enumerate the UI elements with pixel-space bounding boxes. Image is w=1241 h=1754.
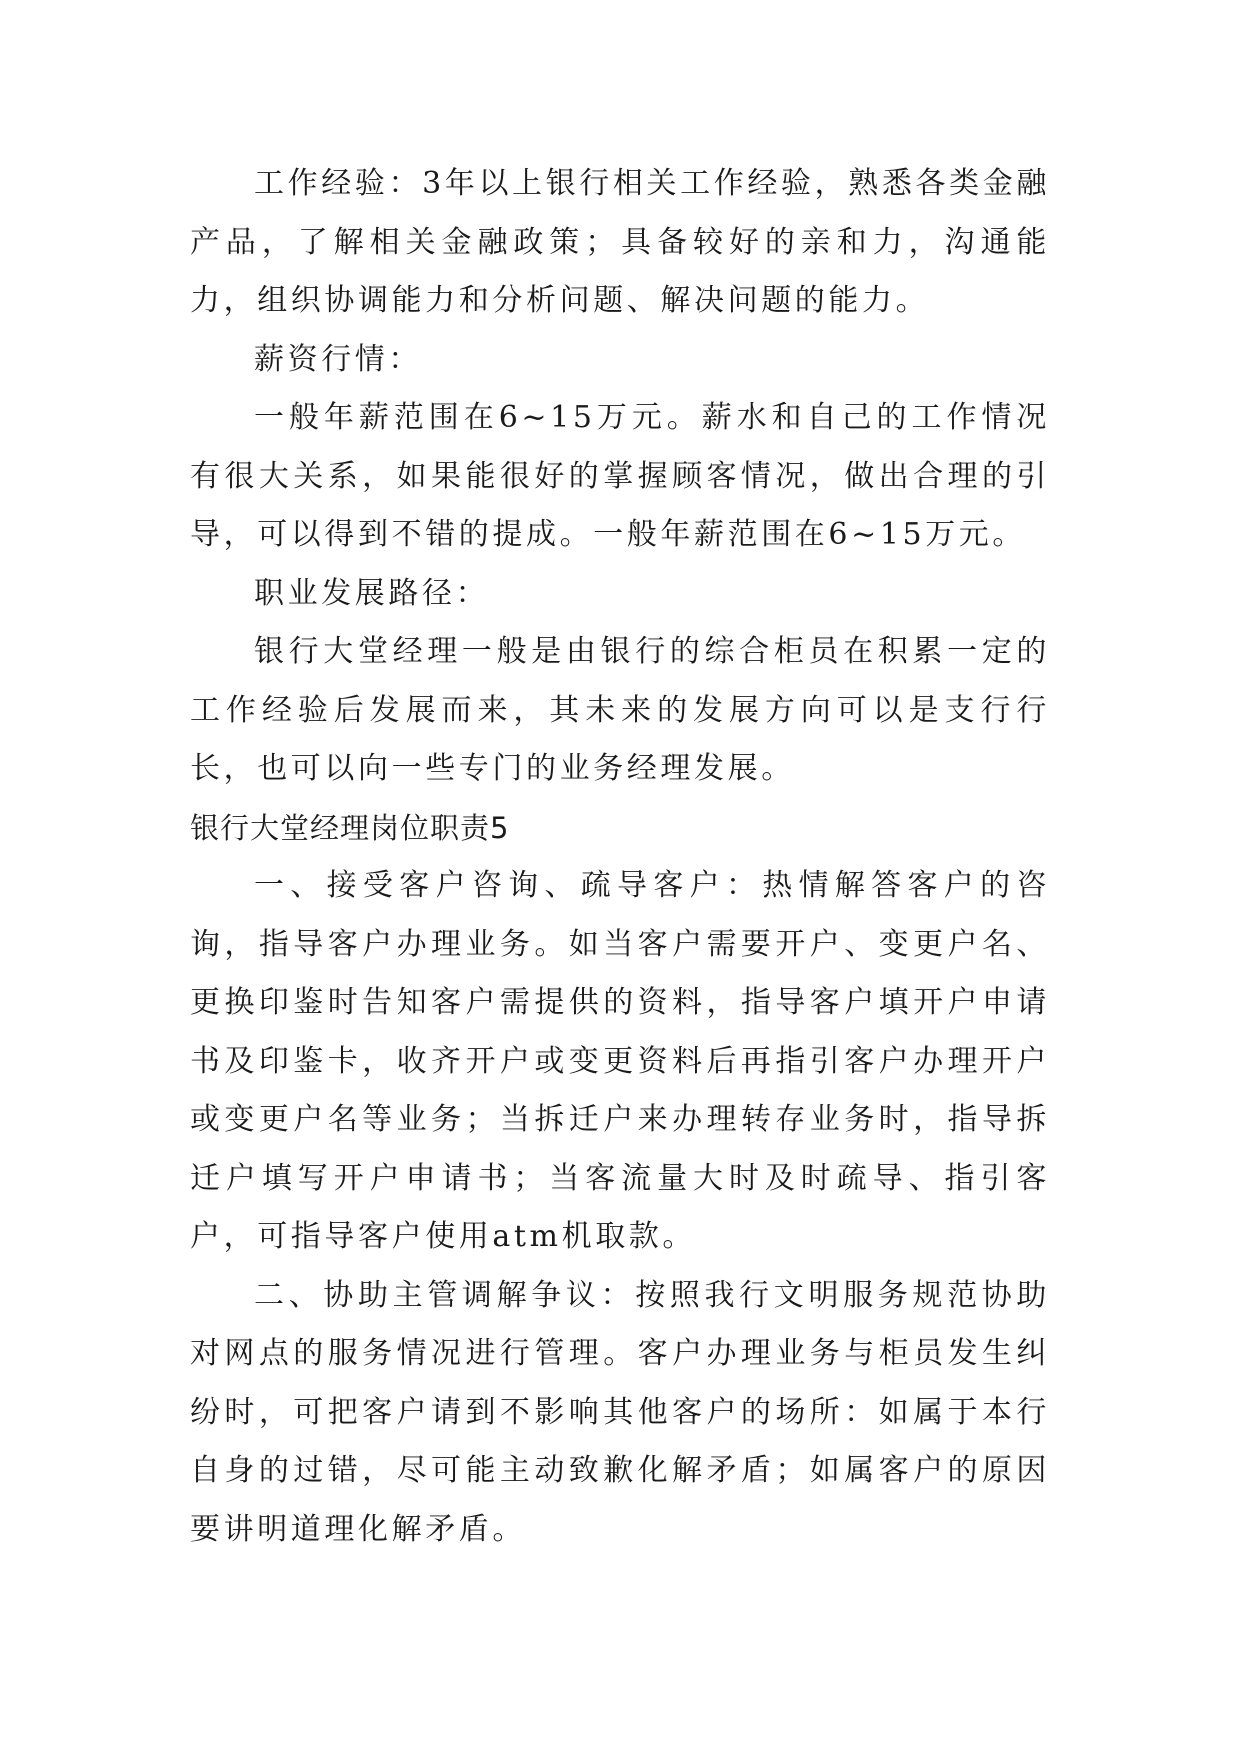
paragraph-salary-text: 一般年薪范围在6~15万元。薪水和自己的工作情况有很大关系，如果能很好的掌握顾客情况，做出合理的引导，可以得到不错的提成。一般年薪范围在6~15万元。 [190,400,1050,552]
paragraph-work-experience: 工作经验：3年以上银行相关工作经验，熟悉各类金融产品，了解相关金融政策；具备较好的亲和力，沟通能力，组织协调能力和分析问题、解决问题的能力。 [190,166,1050,318]
paragraph-salary-label: 薪资行情： [254,341,422,377]
document-page [190,155,1050,1559]
paragraph-career-label: 职业发展路径： [254,575,490,611]
paragraph-duty-1: 一、接受客户咨询、疏导客户：热情解答客户的咨询，指导客户办理业务。如当客户需要开户、变更户名、更换印鉴时告知客户需提供的资料，指导客户填开户申请书及印鉴卡，收齐开户或变更资料后再指引客户办理开户或变更户名等业务；当拆迁户来办理转存业务时，指导拆迁户填写开户申请书；当客流量大时及时疏导、指引客户，可指导客户使用atm机取款。 [190,868,1050,1254]
paragraph-career-text: 银行大堂经理一般是由银行的综合柜员在积累一定的工作经验后发展而来，其未来的发展方向可以是支行行长，也可以向一些专门的业务经理发展。 [190,634,1050,786]
section-heading: 银行大堂经理岗位职责5 [190,810,510,845]
paragraph-duty-2: 二、协助主管调解争议：按照我行文明服务规范协助对网点的服务情况进行管理。客户办理业务与柜员发生纠纷时，可把客户请到不影响其他客户的场所：如属于本行自身的过错，尽可能主动致歉化解矛盾；如属客户的原因要讲明道理化解矛盾。 [190,1277,1050,1547]
